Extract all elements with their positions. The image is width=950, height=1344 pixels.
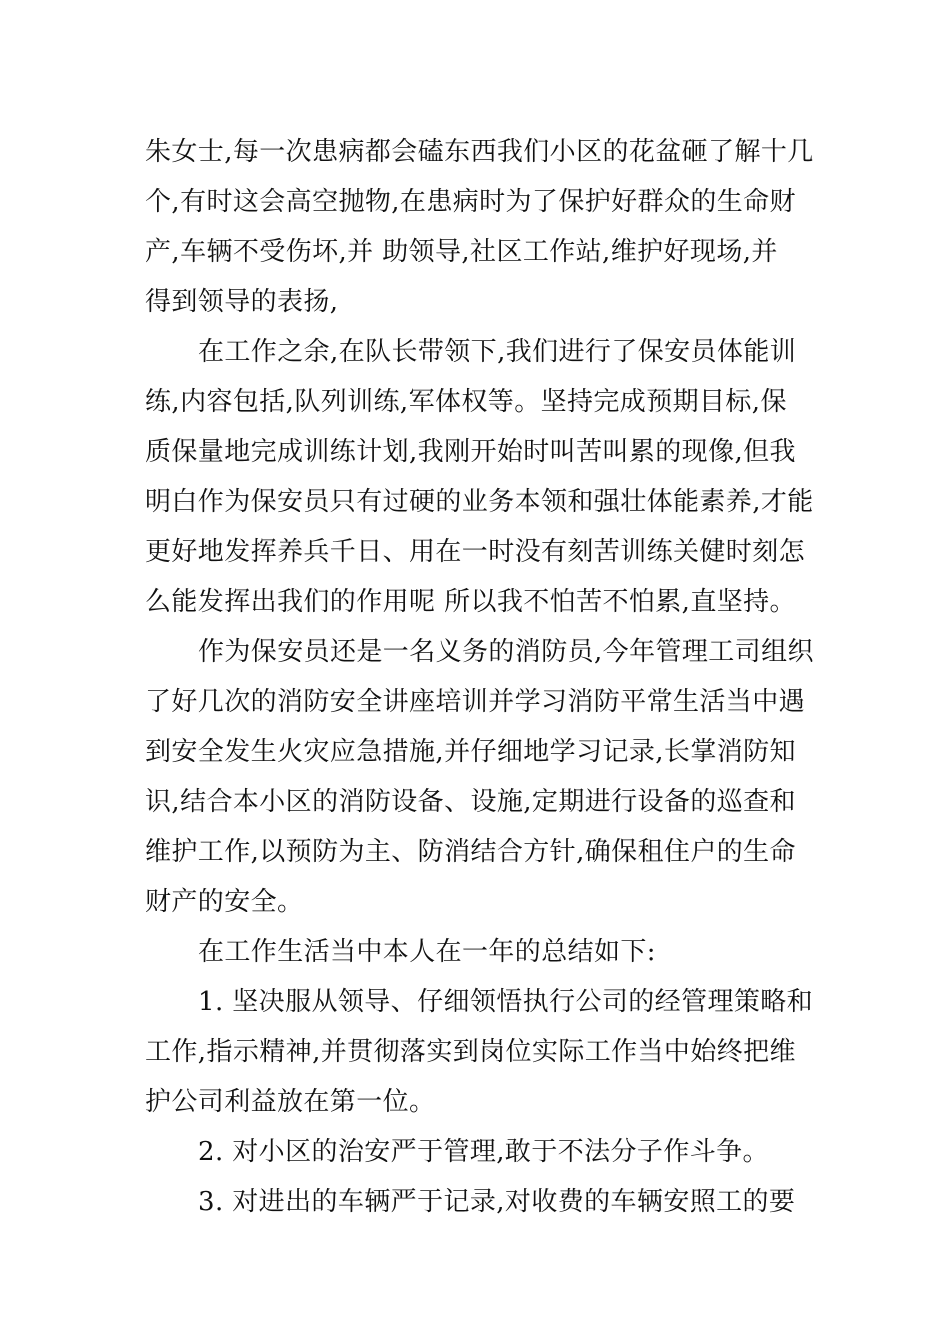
text-line: 得到领导的表扬,: [145, 287, 339, 317]
text-line: 工作,指示精神,并贯彻落实到岗位实际工作当中始终把维: [145, 1037, 796, 1067]
text-line: 识,结合本小区的消防设备、设施,定期进行设备的巡查和: [145, 787, 796, 817]
text-line: 在工作之余,在队长带领下,我们进行了保安员体能训: [198, 337, 797, 367]
text-line: 么能发挥出我们的作用呢 所以我不怕苦不怕累,直坚持。: [145, 587, 796, 617]
text-line: 质保量地完成训练计划,我刚开始时叫苦叫累的现像,但我: [145, 437, 796, 467]
text-line: 朱女士,每一次患病都会磕东西我们小区的花盆砸了解十几: [145, 137, 814, 167]
text-line: 维护工作,以预防为主、防消结合方针,确保租住户的生命: [145, 837, 796, 867]
text-line: 练,内容包括,队列训练,军体权等。坚持完成预期目标,保: [145, 387, 787, 417]
text-line: 产,车辆不受伤坏,并 助领导,社区工作站,维护好现场,并: [145, 237, 778, 267]
list-item: 3. 对进出的车辆严于记录,对收费的车辆安照工的要: [198, 1187, 796, 1217]
text-line: 个,有时这会高空抛物,在患病时为了保护好群众的生命财: [145, 187, 796, 217]
text-line: 在工作生活当中本人在一年的总结如下:: [198, 937, 656, 967]
text-line: 护公司利益放在第一位。: [145, 1087, 436, 1117]
text-line: 到安全发生火灾应急措施,并仔细地学习记录,长掌消防知: [145, 737, 796, 767]
text-line: 更好地发挥养兵千日、用在一时没有刻苦训练关健时刻怎: [145, 537, 806, 567]
text-line: 财产的安全。: [145, 887, 304, 917]
text-line: 了好几次的消防安全讲座培训并学习消防平常生活当中遇: [145, 687, 806, 717]
text-line: 作为保安员还是一名义务的消防员,今年管理工司组织: [198, 637, 814, 667]
list-item: 2. 对小区的治安严于管理,敢于不法分子作斗争。: [198, 1137, 769, 1167]
list-item: 1. 坚决服从领导、仔细领悟执行公司的经管理策略和: [198, 987, 814, 1017]
text-line: 明白作为保安员只有过硬的业务本领和强壮体能素养,才能: [145, 487, 814, 517]
